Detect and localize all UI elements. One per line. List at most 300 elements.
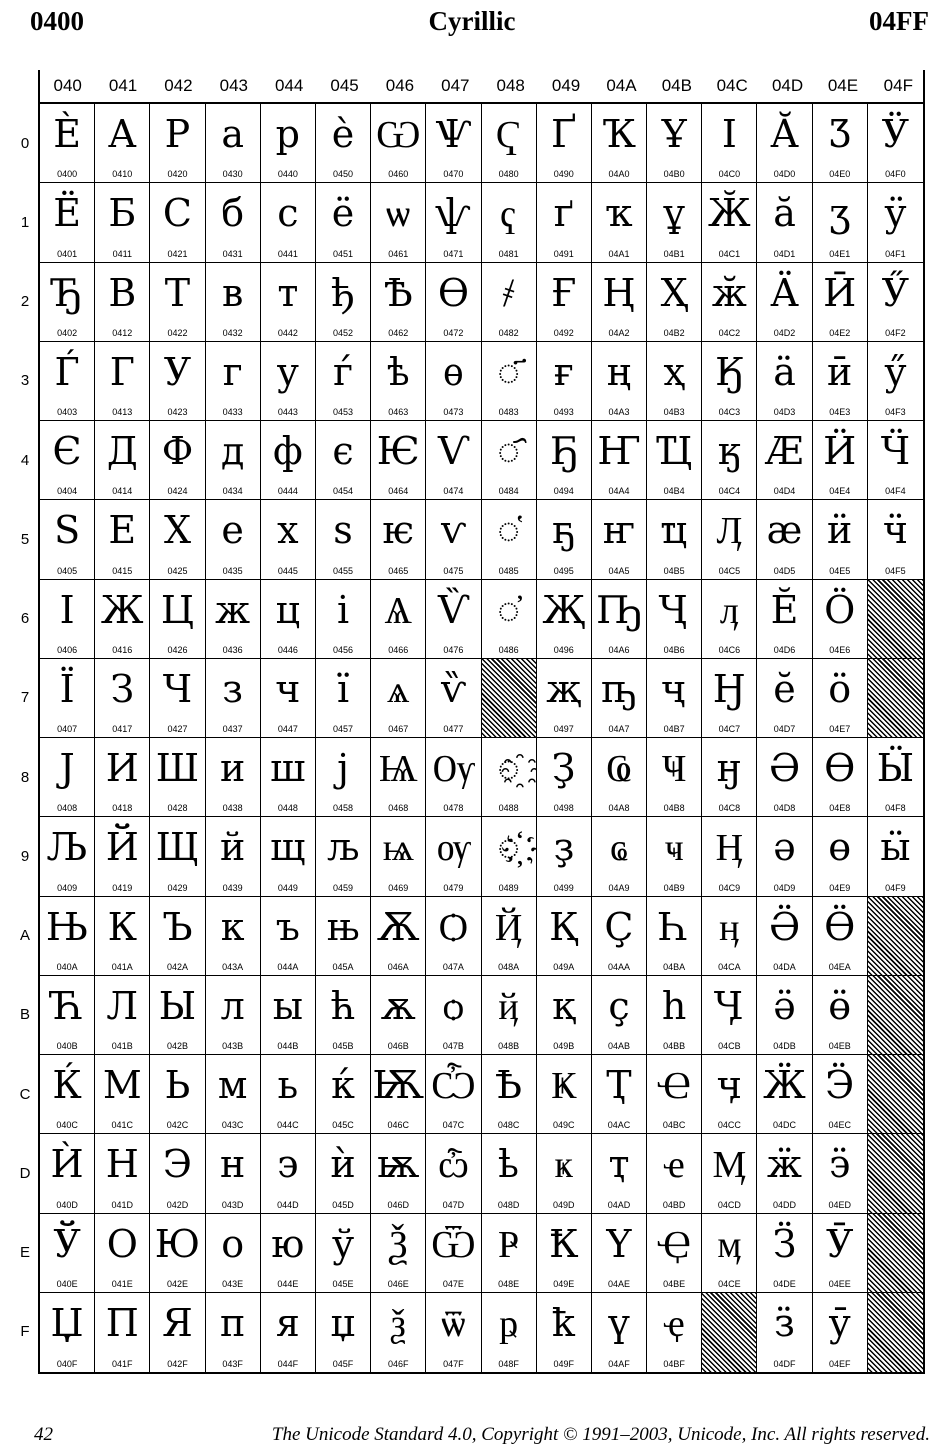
character-cell xyxy=(206,421,261,500)
character-glyph: і xyxy=(336,587,350,632)
code-point-label: 048D xyxy=(497,1199,520,1210)
character-cell xyxy=(371,183,426,262)
character-cell xyxy=(757,342,812,421)
character-cell xyxy=(537,738,592,817)
code-point-label: 04F0 xyxy=(885,169,906,180)
code-point-label: 04AC xyxy=(607,1120,631,1131)
character-glyph: ж xyxy=(215,587,251,632)
character-cell xyxy=(757,263,812,342)
character-cell xyxy=(40,263,95,342)
character-cell xyxy=(371,897,426,976)
page-title: Cyrillic xyxy=(428,6,516,36)
code-point-label: 044F xyxy=(277,1359,299,1369)
character-glyph: ѡ xyxy=(386,191,411,236)
code-point-label: 0496 xyxy=(553,644,574,655)
code-point-label: 045A xyxy=(332,961,354,972)
code-point-label: 04B7 xyxy=(663,724,685,734)
character-cell xyxy=(813,342,868,421)
character-glyph: Ү xyxy=(606,1221,632,1266)
character-cell xyxy=(371,1293,426,1372)
code-point-label: 0465 xyxy=(388,565,409,576)
character-glyph: ҵ xyxy=(660,508,689,553)
code-point-label: 0455 xyxy=(333,565,354,576)
character-glyph: ӯ xyxy=(828,1300,851,1345)
character-glyph: Ѓ xyxy=(54,349,80,394)
character-cell xyxy=(150,263,205,342)
character-glyph: Ҩ xyxy=(606,746,632,790)
character-glyph: њ xyxy=(326,904,360,949)
character-cell xyxy=(702,580,757,659)
code-point-label: 0444 xyxy=(277,486,298,497)
code-point-label: 041F xyxy=(112,1359,133,1369)
character-glyph: ќ xyxy=(331,1063,355,1107)
character-glyph: ӗ xyxy=(773,666,796,711)
character-glyph: Ӝ xyxy=(763,1063,806,1107)
code-point-label: 0470 xyxy=(443,169,464,180)
code-point-label: 0490 xyxy=(553,169,574,180)
code-point-label: 0456 xyxy=(333,644,354,655)
code-point-label: 04EB xyxy=(828,1041,851,1051)
character-cell xyxy=(592,817,647,896)
code-point-label: 0402 xyxy=(57,327,78,338)
character-glyph: ҫ xyxy=(608,983,630,1028)
character-glyph: Ђ xyxy=(51,270,83,315)
character-glyph: ◌҄ xyxy=(497,429,520,473)
character-cell xyxy=(426,1293,481,1372)
character-glyph: О xyxy=(106,1221,138,1266)
character-cell xyxy=(95,263,150,342)
reserved-cell xyxy=(868,1293,923,1372)
character-cell xyxy=(40,421,95,500)
code-point-label: 041E xyxy=(111,1278,133,1289)
character-cell xyxy=(316,500,371,579)
code-point-label: 049B xyxy=(553,1041,575,1051)
character-cell xyxy=(261,817,316,896)
character-cell xyxy=(813,263,868,342)
code-point-label: 0421 xyxy=(167,248,188,259)
character-cell xyxy=(261,738,316,817)
character-glyph: Ћ xyxy=(50,983,84,1028)
character-cell xyxy=(371,500,426,579)
code-point-label: 0451 xyxy=(333,248,354,259)
code-point-label: 0459 xyxy=(333,882,354,893)
character-glyph: Я xyxy=(162,1300,193,1345)
code-point-label: 0458 xyxy=(333,803,354,814)
character-glyph: Џ xyxy=(50,1300,84,1345)
code-point-label: 04DE xyxy=(773,1278,796,1289)
code-point-label: 0437 xyxy=(222,724,243,734)
character-cell xyxy=(95,897,150,976)
character-glyph: Ӂ xyxy=(707,191,751,236)
character-cell xyxy=(482,1055,537,1134)
code-point-label: 0499 xyxy=(553,882,574,893)
column-header: 04A xyxy=(606,76,637,95)
character-cell xyxy=(647,183,702,262)
character-glyph: Ӧ xyxy=(824,587,856,632)
column-header: 047 xyxy=(441,76,470,95)
code-point-label: 04F5 xyxy=(885,565,906,576)
character-glyph: А xyxy=(107,112,137,156)
character-cell xyxy=(592,500,647,579)
code-point-label: 0422 xyxy=(167,327,188,338)
code-point-label: 047B xyxy=(442,1041,464,1051)
character-cell xyxy=(757,500,812,579)
character-cell xyxy=(813,1134,868,1213)
character-cell xyxy=(482,342,537,421)
code-point-label: 04E1 xyxy=(829,248,851,259)
code-point-label: 0414 xyxy=(112,486,133,497)
character-glyph: ѷ xyxy=(440,666,467,711)
character-glyph: ҙ xyxy=(553,825,574,870)
character-glyph: Ӑ xyxy=(770,112,799,156)
code-point-label: 049C xyxy=(553,1120,575,1131)
code-point-label: 0441 xyxy=(277,248,298,259)
character-glyph: Ӭ xyxy=(825,1063,855,1107)
code-point-label: 0417 xyxy=(112,724,133,734)
code-point-label: 040E xyxy=(56,1278,78,1289)
character-glyph: ҡ xyxy=(605,191,633,236)
character-cell xyxy=(592,1214,647,1293)
character-cell xyxy=(316,421,371,500)
character-glyph: Ӗ xyxy=(770,587,799,632)
row-header: B xyxy=(19,1006,30,1024)
character-glyph: Ё xyxy=(53,191,81,236)
character-cell xyxy=(426,183,481,262)
column-header: 048 xyxy=(496,76,525,95)
character-glyph: Ҕ xyxy=(549,429,578,473)
character-cell xyxy=(537,500,592,579)
character-glyph: ҟ xyxy=(551,1300,576,1345)
code-point-label: 04BF xyxy=(663,1359,685,1369)
character-glyph: ӡ xyxy=(828,191,851,236)
code-point-label: 0461 xyxy=(388,248,409,259)
code-point-label: 0488 xyxy=(498,803,519,814)
character-cell xyxy=(261,1293,316,1372)
character-cell xyxy=(537,263,592,342)
character-glyph: ѭ xyxy=(377,1142,420,1187)
character-glyph: Ѭ xyxy=(372,1063,425,1107)
character-glyph: є xyxy=(332,429,354,473)
code-point-label: 0401 xyxy=(57,248,78,259)
character-cell xyxy=(95,500,150,579)
character-glyph: ў xyxy=(331,1221,355,1266)
character-glyph: Ѝ xyxy=(50,1142,84,1187)
character-cell xyxy=(371,263,426,342)
row-header: 0 xyxy=(20,134,30,152)
code-point-label: 0466 xyxy=(388,644,409,655)
code-point-label: 043C xyxy=(221,1120,244,1131)
code-point-label: 048B xyxy=(498,1041,520,1051)
character-cell xyxy=(757,1214,812,1293)
character-cell xyxy=(316,738,371,817)
character-glyph: Ҟ xyxy=(549,1221,579,1266)
character-cell xyxy=(40,738,95,817)
code-point-label: 04BB xyxy=(663,1041,686,1051)
character-glyph: Ұ xyxy=(661,112,687,156)
character-glyph: Њ xyxy=(45,904,89,949)
character-glyph: Ө xyxy=(824,746,856,790)
character-cell xyxy=(592,976,647,1055)
character-cell xyxy=(206,104,261,183)
character-cell xyxy=(95,738,150,817)
code-point-label: 0450 xyxy=(333,169,354,180)
character-cell xyxy=(426,263,481,342)
character-glyph: Ҝ xyxy=(551,1063,577,1107)
code-point-label: 04C1 xyxy=(718,248,741,259)
code-point-label: 0475 xyxy=(443,565,464,576)
character-cell xyxy=(316,183,371,262)
character-cell xyxy=(371,976,426,1055)
character-glyph: ҕ xyxy=(552,508,576,553)
code-point-label: 04E2 xyxy=(829,327,851,338)
character-cell xyxy=(647,421,702,500)
code-point-label: 0498 xyxy=(553,803,574,814)
character-cell xyxy=(592,421,647,500)
character-glyph: Д xyxy=(106,429,138,473)
character-glyph: я xyxy=(275,1300,300,1345)
character-cell xyxy=(647,976,702,1055)
character-cell xyxy=(592,738,647,817)
character-cell xyxy=(592,659,647,738)
code-point-label: 0408 xyxy=(57,803,78,814)
code-point-label: 0482 xyxy=(498,327,519,338)
character-cell xyxy=(95,342,150,421)
character-glyph: Ў xyxy=(53,1221,81,1266)
character-glyph: Ч xyxy=(162,666,193,711)
code-point-label: 04BA xyxy=(663,961,686,972)
code-point-label: 0462 xyxy=(388,327,409,338)
code-point-label: 0433 xyxy=(222,407,243,417)
code-point-label: 04E6 xyxy=(829,644,851,655)
code-point-label: 04E3 xyxy=(829,407,851,417)
character-cell xyxy=(95,659,150,738)
character-cell xyxy=(813,738,868,817)
code-point-label: 0416 xyxy=(112,644,133,655)
character-cell xyxy=(702,1214,757,1293)
character-glyph: ӥ xyxy=(827,508,853,553)
character-glyph: У xyxy=(163,349,192,394)
character-glyph: Ц xyxy=(160,587,195,632)
character-glyph: Е xyxy=(108,508,137,553)
character-glyph: С xyxy=(162,191,192,236)
code-point-label: 0446 xyxy=(277,644,298,655)
code-point-label: 04D9 xyxy=(773,882,796,893)
character-glyph: Ӡ xyxy=(828,112,851,156)
code-point-label: 0406 xyxy=(57,644,78,655)
character-cell xyxy=(150,580,205,659)
character-cell xyxy=(702,738,757,817)
code-point-label: 04A5 xyxy=(608,565,630,576)
character-cell xyxy=(537,976,592,1055)
row-header: A xyxy=(19,927,30,945)
code-point-label: 04B3 xyxy=(663,407,685,417)
character-glyph: ћ xyxy=(330,983,356,1028)
code-point-label: 04E8 xyxy=(829,803,851,814)
code-point-label: 0492 xyxy=(553,327,574,338)
character-cell xyxy=(592,1293,647,1372)
character-glyph: Ӄ xyxy=(715,349,744,394)
character-glyph: Җ xyxy=(542,587,586,632)
character-glyph: Ӣ xyxy=(823,270,857,315)
character-glyph: Й xyxy=(105,825,139,870)
code-point-label: 04AD xyxy=(607,1199,631,1210)
character-glyph: ї xyxy=(336,666,350,711)
character-cell xyxy=(647,104,702,183)
character-cell xyxy=(426,738,481,817)
character-cell xyxy=(702,659,757,738)
character-glyph: ◌҉ xyxy=(497,825,520,870)
reserved-cell xyxy=(868,1214,923,1293)
row-header: 3 xyxy=(20,372,30,390)
character-cell xyxy=(261,421,316,500)
character-glyph: ҏ xyxy=(499,1300,519,1345)
character-cell xyxy=(261,1055,316,1134)
code-point-label: 0474 xyxy=(443,486,464,497)
character-glyph: Ӈ xyxy=(712,666,746,711)
code-point-label: 04D5 xyxy=(773,565,796,576)
character-cell xyxy=(371,1055,426,1134)
character-cell xyxy=(95,976,150,1055)
character-cell xyxy=(95,1134,150,1213)
character-glyph: Р xyxy=(164,112,191,156)
character-cell xyxy=(702,817,757,896)
character-glyph: ѕ xyxy=(333,508,353,553)
character-cell xyxy=(316,1055,371,1134)
character-glyph: Ѻ xyxy=(438,904,468,949)
character-cell xyxy=(206,342,261,421)
character-cell xyxy=(371,342,426,421)
character-glyph: Ӌ xyxy=(715,983,744,1028)
column-header: 040 xyxy=(53,76,82,95)
code-point-label: 0429 xyxy=(167,882,188,893)
code-point-label: 0479 xyxy=(443,882,464,893)
character-cell xyxy=(592,183,647,262)
character-cell xyxy=(316,263,371,342)
character-glyph: Б xyxy=(108,191,137,236)
column-header: 04D xyxy=(771,76,804,95)
code-point-label: 04B6 xyxy=(663,644,685,655)
code-point-label: 044E xyxy=(277,1278,299,1289)
character-cell xyxy=(537,1055,592,1134)
code-point-label: 04A0 xyxy=(608,169,630,180)
character-cell xyxy=(702,897,757,976)
character-glyph: Ӥ xyxy=(823,429,857,473)
character-cell xyxy=(647,738,702,817)
code-point-label: 04CD xyxy=(717,1199,741,1210)
code-point-label: 0473 xyxy=(443,407,464,417)
code-point-label: 0489 xyxy=(498,882,519,893)
character-glyph: ӣ xyxy=(827,349,853,394)
character-glyph: ѓ xyxy=(333,349,353,394)
character-cell xyxy=(261,263,316,342)
character-cell xyxy=(206,659,261,738)
character-cell xyxy=(40,1214,95,1293)
character-cell xyxy=(647,1293,702,1372)
code-point-label: 042E xyxy=(166,1278,188,1289)
character-cell xyxy=(150,1055,205,1134)
character-cell xyxy=(206,1134,261,1213)
character-glyph: Ѽ xyxy=(430,1063,477,1107)
code-point-label: 044C xyxy=(277,1120,299,1131)
code-point-label: 043D xyxy=(221,1199,244,1210)
code-point-label: 046F xyxy=(387,1359,409,1369)
character-cell xyxy=(647,1214,702,1293)
character-glyph: ӊ xyxy=(719,904,740,949)
character-glyph: у xyxy=(276,349,300,394)
character-cell xyxy=(702,1134,757,1213)
character-cell xyxy=(371,1134,426,1213)
code-point-label: 0423 xyxy=(167,407,188,417)
code-point-label: 0403 xyxy=(57,407,78,417)
character-glyph: ю xyxy=(271,1221,305,1266)
code-point-label: 0452 xyxy=(333,327,354,338)
character-cell xyxy=(537,183,592,262)
code-point-label: 0477 xyxy=(443,724,464,734)
character-cell xyxy=(647,817,702,896)
character-cell xyxy=(757,421,812,500)
code-point-label: 041D xyxy=(111,1199,134,1210)
code-point-label: 04E9 xyxy=(829,882,851,893)
code-point-label: 04A3 xyxy=(608,407,630,417)
code-point-label: 04EA xyxy=(828,961,851,972)
code-point-label: 0467 xyxy=(388,724,409,734)
column-header: 04C xyxy=(716,76,748,95)
code-point-label: 046A xyxy=(387,961,409,972)
character-cell xyxy=(371,104,426,183)
code-point-label: 04D8 xyxy=(773,803,796,814)
code-point-label: 044A xyxy=(277,961,299,972)
code-point-label: 0485 xyxy=(498,565,519,576)
character-cell xyxy=(206,1293,261,1372)
character-cell xyxy=(426,1055,481,1134)
character-glyph: Ѵ xyxy=(437,429,470,473)
character-glyph: Ӊ xyxy=(715,825,744,870)
character-cell xyxy=(647,897,702,976)
character-glyph: г xyxy=(222,349,243,394)
character-cell xyxy=(482,421,537,500)
character-glyph: ӕ xyxy=(766,508,803,553)
character-glyph: қ xyxy=(552,983,576,1028)
code-point-label: 048E xyxy=(498,1278,520,1289)
character-cell xyxy=(868,817,923,896)
character-glyph: ӟ xyxy=(774,1300,795,1345)
code-point-label: 0412 xyxy=(112,327,133,338)
character-glyph: В xyxy=(108,270,137,315)
code-point-label: 0440 xyxy=(277,169,298,180)
character-cell xyxy=(537,817,592,896)
code-point-label: 0472 xyxy=(443,327,464,338)
character-cell xyxy=(592,104,647,183)
code-point-label: 04F2 xyxy=(885,327,906,338)
code-point-label: 0480 xyxy=(498,169,519,180)
character-glyph: ұ xyxy=(663,191,685,236)
character-cell xyxy=(426,342,481,421)
character-glyph: й xyxy=(219,825,246,870)
character-glyph: п xyxy=(219,1300,246,1345)
character-cell xyxy=(150,817,205,896)
character-cell xyxy=(537,421,592,500)
code-point-label: 043E xyxy=(222,1278,244,1289)
code-point-label: 0413 xyxy=(112,407,133,417)
row-header: D xyxy=(19,1164,31,1182)
character-cell xyxy=(868,500,923,579)
row-header: 1 xyxy=(20,213,30,231)
code-point-label: 0405 xyxy=(57,565,78,576)
code-point-label: 0407 xyxy=(57,724,78,734)
code-point-label: 049A xyxy=(553,961,575,972)
code-point-label: 04B4 xyxy=(663,486,685,497)
character-cell xyxy=(702,263,757,342)
